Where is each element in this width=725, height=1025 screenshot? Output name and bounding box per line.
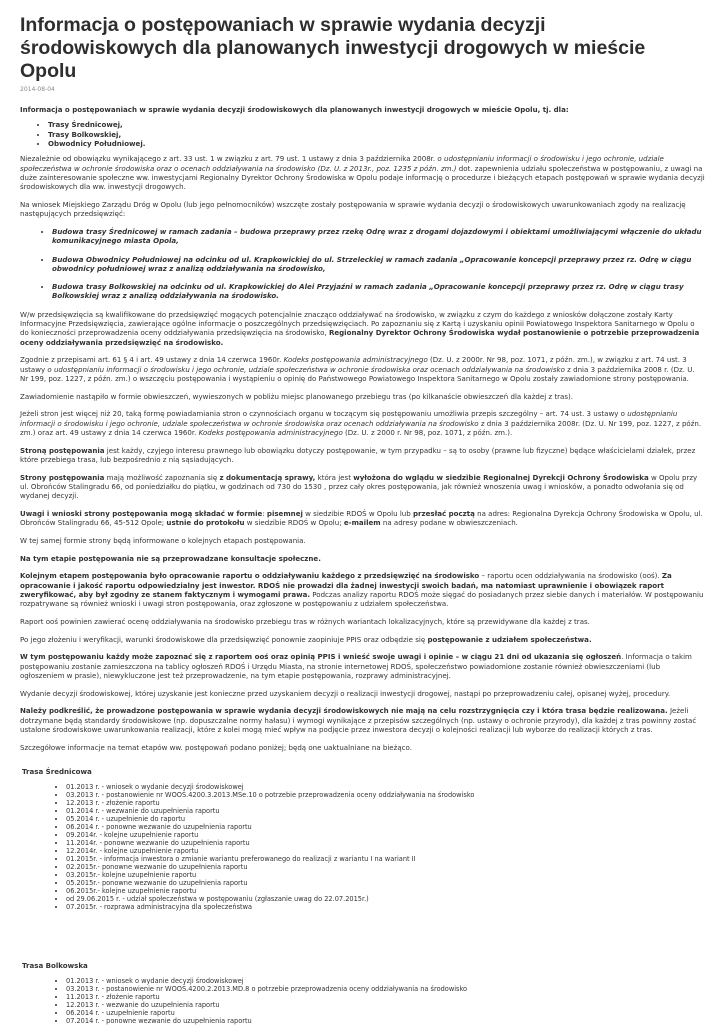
bold-span: przesłać pocztą [412,508,475,518]
bold-span: W tym postępowaniu każdy może zapoznać się z raportem ooś oraz opinią PPIS i wnieść swoje uwagi i opinie – w ciągu 21 dni od ukazania się ogłoszeń [20,652,622,662]
paragraph: Wydanie decyzji środowiskowej, której uzyskanie jest konieczne przed uzyskaniem decyzji o realizacji inwestycji drogowej, nastąpi po przeprowadzeniu całej, opisanej wyżej, procedury. [20,688,671,698]
text-span: w siedzibie RDOŚ w Opolu; [244,517,344,527]
text-span: w siedzibie RDOŚ w Opolu lub [302,508,413,518]
text-span: z dnia 3 października 2008 r. (Dz. U. Nr 199, poz. 1227, z późn. zm.) o wszczęciu postępowania i wystąpieniu o opinię do Państwowego Powiatowego Inspektora Sanitarnego w Opolu zostały zawiadomione strony postępowania. [20,364,695,383]
list-item: • 01.2014 r. - wezwanie do uzupełnienia raportu [66,807,705,815]
text-span: z dnia 3 października 2008r. (Dz. U. Nr 199, poz. 1227, z późn. zm.) oraz art. 49 ustawy z dnia 14 czerwca 1960r. [20,418,702,437]
timeline-list [20,977,705,1025]
list-item: • 12.2014r. - kolejne uzupełnienie raportu [66,847,705,855]
text-span: Jeżeli stron jest więcej niż 20, taką formę powiadamiania stron o czynnościach organu w toczącym się postępowaniu umożliwia przepis szczególny – art. 74 ust. 3 ustawy o [20,409,628,419]
list-item: • Budowa trasy Średnicowej w ramach zadania – budowa przeprawy przez rzekę Odrę wraz z drogami dojazdowymi i obiektami umożliwiającymi włączenie do układu komunikacyjnego miasta Opola, [52,227,705,245]
text-span: mają możliwość zapoznania się [104,472,220,482]
bold-span: ustnie do protokołu [166,517,245,527]
text-span: (Dz. U. z 2000 r. Nr 98, poz. 1071, z późn. zm.). [342,427,513,437]
list-item: • Budowa Obwodnicy Południowej na odcinku od ul. Krapkowickiej do ul. Strzeleckiej w ramach zadania „Opracowanie koncepcji przeprawy przez rz. Odrę w ciągu obwodnicy południowej wraz z analizą oddziaływania na środowisko, [52,255,705,273]
text-span: . Informacja o takim postępowaniu zostanie zamieszczona na tablicy ogłoszeń RDOŚ i Urzędu Miasta, na stronie internetowej RDOŚ, społeczeństwo powiadomione zostanie również obwieszczeniami (lub ogłoszeniem w prasie), niewykluczone jest też przeprowadzenie, na tym etapie postępowania, rozprawy administracyjnej. [20,652,692,680]
paragraph: Szczegółowe informacje na temat etapów ww. postępowań podano poniżej; będą one uaktualniane na bieżąco. [20,742,412,752]
act-name: Kodeks postępowania administracyjnego [198,427,343,437]
bold-span: Uwagi i wnioski strony postępowania mogą składać w formie [20,508,263,518]
text-span: Zgodnie z przepisami art. 61 § 4 i art. 49 ustawy z dnia 14 czerwca 1960r. [20,355,284,365]
paragraph: W tej samej formie strony będą informowane o kolejnych etapach postępowania. [20,535,306,545]
spacer [20,911,705,946]
paragraph: Raport ooś powinien zawierać ocenę oddziaływania na środowisko przebiegu tras w różnych wariantach lokalizacyjnych, które są przewidywane dla każdej z tras. [20,616,590,626]
section-heading: Trasa Średnicowa [22,766,92,776]
list-item: • 01.2013 r. - wniosek o wydanie decyzji środowiskowej [66,783,705,791]
text-span: Niezależnie od obowiązku wynikającego z art. 33 ust. 1 w związku z art. 79 ust. 1 ustawy z dnia 3 października 2008r. [20,154,438,164]
bold-span: wyłożona do wglądu w siedzibie Regionalnej Dyrekcji Ochrony Środowiska [353,472,649,482]
bold-span: Stroną postępowania [20,445,105,455]
act-name: o udostępnianiu informacji o środowisku i jego ochronie, udziale społeczeństwa w ochronie środowiska oraz o ocenach oddziaływania na środowisko (Dz. U. z 2013r., poz. 1235 z późn. zm.) [20,154,664,173]
text-span: dot. zapewnienia udziału społeczeństwa w postępowaniu, z uwagi na duże zainteresowanie społeczne ww. inwestycjami Regionalny Dyrektor Ochrony Środowiska w Opolu podaje informację o procedurze i bieżących etapach postępowań w sprawie wydania decyzji środowiskowych dla ww. inwestycji drogowych. [20,163,705,192]
bold-span: Za opracowanie i jakość raportu odpowiedzialny jest inwestor. RDOŚ nie prowadzi dla żadnej inwestycji swoich badań, ma natomiast uprawnienie i obowiązek raport zweryfikować, aby był zgodny ze stanem faktycznym i wymogami prawa. [20,571,672,599]
list-item: • Trasy Bolkowskiej, [48,130,705,139]
list-item: • 05.2014 r. - uzupełnienie do raportu [66,815,705,823]
text-span: (Dz. U. z 2000r. Nr 98, poz. 1071, z późn. zm.), w związku z art. 74 ust. 3 ustawy [20,355,687,374]
list-item: • 07.2014 r. - ponowne wezwanie do uzupełnienia raportu [66,1017,705,1025]
text-span: która jest [315,472,354,482]
list-item: • 03.2015r.- kolejne uzupełnienie raportu [66,871,705,879]
lead-paragraph: Informacja o postępowaniach w sprawie wydania decyzji środowiskowych dla planowanych inwestycji drogowych w mieście Opolu, tj. dla: [20,105,569,114]
paragraph: Na wniosek Miejskiego Zarządu Dróg w Opolu (lub jego pełnomocników) wszczęte zostały postępowania w sprawie wydania decyzji o środowiskowych uwarunkowaniach zgody na realizację następujących przedsięwzięć: [20,199,686,219]
bold-span: Na tym etapie postępowania nie są przeprowadzane konsultacje społeczne. [20,553,321,563]
publish-date: 2014-08-04 [20,86,55,93]
list-item: • Trasy Średnicowej, [48,120,705,129]
paragraph [20,554,705,563]
paragraph [20,473,705,501]
bold-span: Strony postępowania [20,472,105,482]
text-span: w Opolu przy ul. Obrońców Stalingradu 66, od poniedziałku do piątku, w godzinach od 730 do 1530 , przez cały okres postępowania, jak również wnoszenia uwag i wniosków, a ponadto odwołania się od wydanej decyzji. [20,472,698,500]
paragraph [20,310,705,347]
text-span: na adresy podane w obwieszczeniach. [380,517,518,527]
list-item: • 02.2015r.- ponowne wezwanie do uzupełnienia raportu [66,863,705,871]
bold-span: pisemnej [266,508,303,518]
page-title: Informacja o postępowaniach w sprawie wydania decyzji środowiskowych dla planowanych inwestycji drogowych w mieście Opolu [20,14,646,82]
list-item: • 06.2015r.- kolejne uzupełnienie raportu [66,887,705,895]
list-item: • 12.2013 r. - wezwanie do uzupełnienia raportu [66,1001,705,1009]
section-heading: Trasa Bolkowska [22,960,88,970]
timeline-list [20,783,705,911]
paragraph [20,409,705,437]
bold-span: z dokumentacją sprawy, [219,472,316,482]
bold-span: Należy podkreślić, że prowadzone postępowania w sprawie wydania decyzji środowiskowych nie mają na celu rozstrzygnięcia czy i która trasa będzie realizowana. [20,706,668,716]
paragraph [20,652,705,680]
list-item: • 05.2015r.- ponowne wezwanie do uzupełnienia raportu [66,879,705,887]
text-span: – raportu ocen oddziaływania na środowisko (ooś). [479,571,662,581]
list-item: • 03.2013 r. - postanowienie nr WOOŚ.4200.2.2013.MD.8 o potrzebie przeprowadzenia oceny oddziaływania na środowisko [66,985,705,993]
list-item: • 06.2014 r. - uzupełnienie raportu [66,1009,705,1017]
list-item: • 03.2013 r. - postanowienie nr WOOŚ.4200.3.2013.MSe.10 o potrzebie przeprowadzenia oceny oddziaływania na środowisko [66,791,705,799]
act-name: o udostępnianiu informacji o środowisku i jego ochronie, udziale społeczeństwa w ochronie środowiska oraz ocenach oddziaływania na środowisko [47,364,565,374]
text-span: jest każdy, czyjego interesu prawnego lub obowiązku dotyczy postępowanie, w tym przypadku – są to osoby (prawne lub fizyczne) będące właścicielami działek, przez które przebiega trasa, lub bezpośrednio z nią sąsiadujących. [20,445,696,464]
list-item: • 01.2013 r. - wniosek o wydanie decyzji środowiskowej [66,977,705,985]
text-span: Po jego złożeniu i weryfikacji, warunki środowiskowe dla przedsięwzięć ponownie zaopiniuje PPIS oraz odbędzie się [20,634,428,644]
paragraph [20,571,705,608]
text-span: na adres: Regionalna Dyrekcja Ochrony Środowiska w Opolu, ul. Obrońców Stalingradu 66, 45-512 Opole; [20,508,703,527]
bold-span: e-mailem [343,517,381,527]
text-span: Podczas analizy raportu RDOŚ może sięgać do posiadanych przez siebie danych i materiałów. W postępowaniu rozpatrywane są również wnioski i uwagi stron postępowania, oraz zgłoszone w postępowaniu z udziałem społeczeństwa. [20,589,704,608]
paragraph [20,446,705,464]
list-item: • 01.2015r. - informacja inwestora o zmianie wariantu preferowanego do realizacji z wariantu I na wariant II [66,855,705,863]
list-item: • 06.2014 r. - ponowne wezwanie do uzupełnienia raportu [66,823,705,831]
text-span: : [262,508,267,518]
bold-span: postępowanie z udziałem społeczeństwa. [427,634,592,644]
list-item: • od 29.06.2015 r. - udział społeczeństwa w postępowaniu (zgłaszanie uwag do 22.07.2015r.) [66,895,705,903]
list-item: • 09.2014r. - kolejne uzupełnienie raportu [66,831,705,839]
list-item: • 12.2013 r. - złożenie raportu [66,799,705,807]
paragraph [20,154,705,191]
paragraph [20,509,705,527]
bold-span: Kolejnym etapem postępowania było opracowanie raportu o oddziaływaniu każdego z przedsięwzięć na środowisko [20,571,480,581]
paragraph [20,635,705,644]
list-item: • Budowa trasy Bolkowskiej na odcinku od ul. Krapkowickiej do Alei Przyjaźni w ramach zadania „Opracowanie koncepcji przeprawy przez rz. Odrę w ciągu trasy Bolkowskiej wraz z analizą oddziaływania na środowisko. [52,282,705,300]
text-span: W/w przedsięwzięcia są kwalifikowane do przedsięwzięć mogących potencjalnie znacząco oddziaływać na środowisko, w związku z czym do każdego z wniosków dołączone zostały Karty Informacyjne Przedsięwzięcia, zawierające ogólne informacje o poszczególnych przedsięwzięciach. Po zapoznaniu się z Kartą i uzyskaniu opinii Powiatowego Inspektora Sanitarnego w Opolu o do konieczności przeprowadzenia oceny oddziaływania przedsięwzięcia na środowisko, [20,309,695,338]
routes-list [20,120,705,148]
list-item: • 07.2015r. - rozprawa administracyjna dla społeczeństwa [66,903,705,911]
act-name: Kodeks postępowania administracyjnego [283,355,428,365]
text-span: Jeżeli dotrzymane będą standardy środowiskowe (np. dopuszczalne normy hałasu) i wymogi wynikające z przepisów szczególnych (np. ustawy o ochronie przyrody), dla każdej z tras powinny zostać ustalone środowiskowe uwarunkowania realizacji, które z kolei mogą mieć wpływ na podjęcie przez inwestora decyzji o kolejności realizacji lub wyborze do realizacji których z tras. [20,706,697,734]
bold-span: Regionalny Dyrektor Ochrony Środowiska wydał postanowienie o potrzebie przeprowadzenia oceny oddziaływania przedsięwzięć na środowisko. [20,328,700,347]
list-item: • 11.2013 r. - złożenie raportu [66,993,705,1001]
projects-list [20,227,705,301]
paragraph [20,706,705,734]
list-item: • Obwodnicy Południowej. [48,139,705,148]
act-name: udostępnianiu informacji o środowisku i jego ochronie, udziale społeczeństwa w ochronie środowiska oraz ocenach oddziaływania na środowisko [20,409,678,428]
list-item: • 11.2014r. - ponowne wezwanie do uzupełnienia raportu [66,839,705,847]
paragraph: Zawiadomienie nastąpiło w formie obwieszczeń, wywieszonych w pobliżu miejsc planowanego przebiegu tras (po kilkanaście obwieszczeń dla każdej z tras). [20,391,574,401]
paragraph [20,355,705,383]
